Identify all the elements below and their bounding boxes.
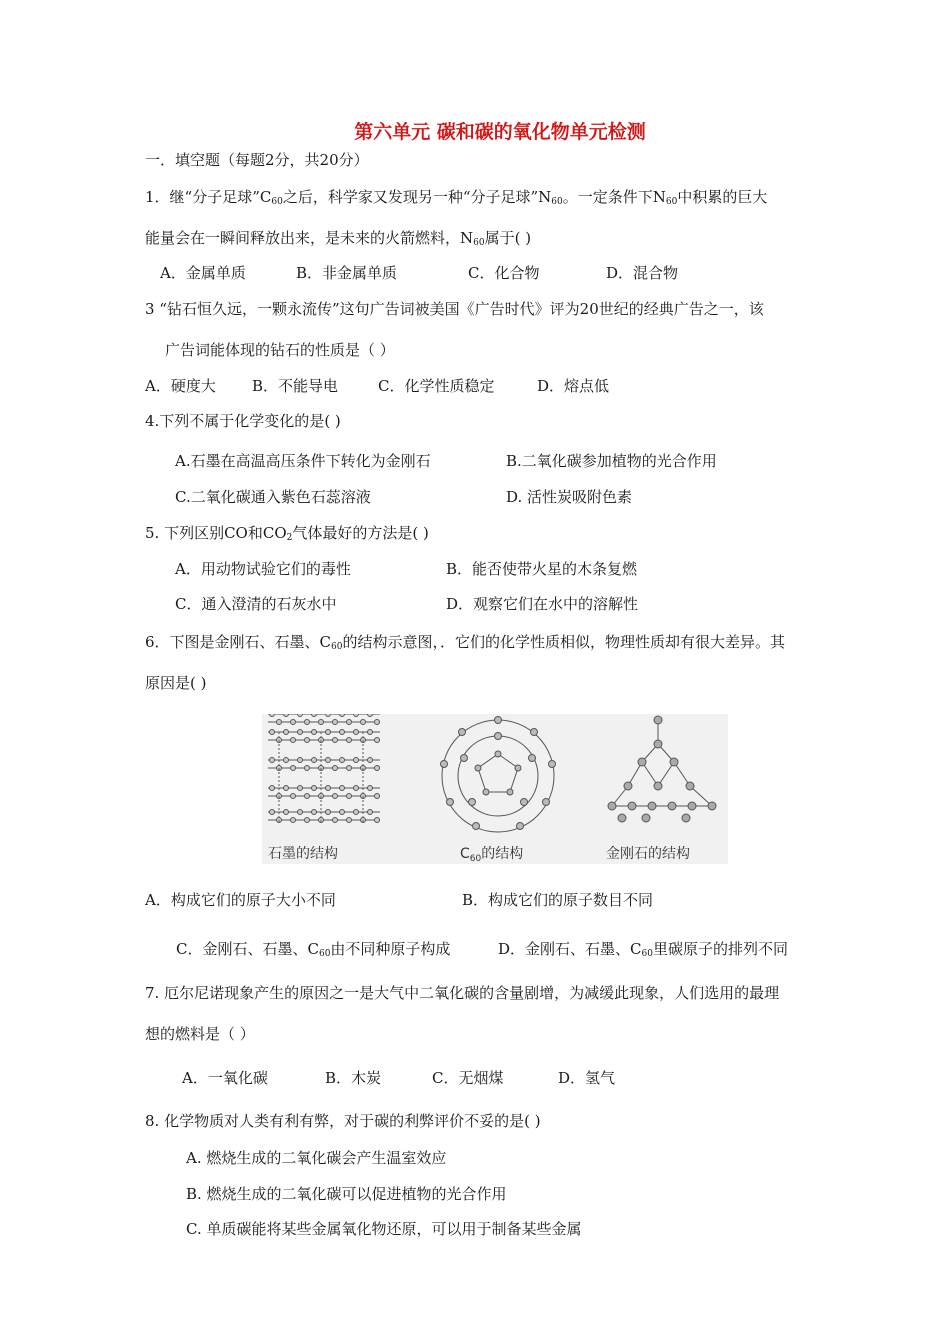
q8-option-a: A. 燃烧生成的二氧化碳会产生温室效应 [186, 1149, 447, 1167]
q1-option-c: C．化合物 [468, 264, 540, 282]
page-title: 第六单元 碳和碳的氧化物单元检测 [354, 121, 646, 143]
q4-option-c: C.二氧化碳通入紫色石蕊溶液 [175, 488, 371, 506]
q1-line1: 1．继“分子足球$”C_{60}$之后，科学家又发现另一种“分子足球$”N_{60}$。一定条件下$N_{60}$中积累的巨大 [145, 188, 768, 207]
q5-option-a: A．用动物试验它们的毒性 [175, 560, 351, 578]
q6-line2: 原因是( ) [145, 674, 207, 692]
carbon-structures-figure [262, 714, 728, 864]
q1-line2: 能量会在一瞬间释放出来，是未来的火箭燃料，$N_{60}$属于( ) [145, 229, 532, 248]
graphite-caption: 石墨的结构 [268, 846, 338, 862]
q7-option-d: D．氢气 [558, 1069, 616, 1087]
q5-option-c: C．通入澄清的石灰水中 [175, 595, 337, 613]
q7-option-a: A．一氧化碳 [182, 1069, 268, 1087]
q6-option-d: D．金刚石、石墨、$C_{60}$里碳原子的排列不同 [498, 940, 788, 959]
q1-option-a: A．金属单质 [160, 264, 246, 282]
q5-option-b: B．能否使带火星的木条复燃 [446, 560, 638, 578]
c60-structure-image [441, 717, 556, 833]
q7-line1: 7. 厄尔尼诺现象产生的原因之一是大气中二氧化碳的含量剧增，为减缓此现象，人们选用的最理 [145, 984, 780, 1002]
q3-option-c: C．化学性质稳定 [378, 377, 495, 395]
q8-option-c: C. 单质碳能将某些金属氧化物还原，可以用于制备某些金属 [186, 1220, 582, 1238]
q3-option-b: B．不能导电 [252, 377, 339, 395]
q5-option-d: D．观察它们在水中的溶解性 [446, 595, 639, 613]
q4-option-b: B.二氧化碳参加植物的光合作用 [506, 452, 717, 470]
q6-option-c: C．金刚石、石墨、$C_{60}$由不同种原子构成 [176, 940, 451, 959]
q8-stem: 8. 化学物质对人类有利有弊，对于碳的利弊评价不妥的是( ) [145, 1112, 541, 1130]
q8-option-b: B. 燃烧生成的二氧化碳可以促进植物的光合作用 [186, 1185, 507, 1203]
graphite-structure-image [268, 714, 380, 823]
q3-line1: 3 “钻石恒久远，一颗永流传”这句广告词被美国《广告时代》评为20世纪的经典广告之一，该 [145, 300, 764, 318]
q4-option-a: A.石墨在高温高压条件下转化为金刚石 [175, 452, 431, 470]
q6-option-a: A．构成它们的原子大小不同 [145, 891, 336, 909]
q7-line2: 想的燃料是（ ） [145, 1025, 255, 1043]
q6-line1: 6．下图是金刚石、石墨、$C_{60}$的结构示意图，．它们的化学性质相似，物理性质却有很大差异。其 [145, 633, 785, 652]
q7-option-c: C．无烟煤 [432, 1069, 504, 1087]
q6-option-b: B．构成它们的原子数目不同 [462, 891, 654, 909]
q7-option-b: B．木炭 [325, 1069, 382, 1087]
q4-option-d: D. 活性炭吸附色素 [506, 488, 633, 506]
q1-option-d: D．混合物 [606, 264, 679, 282]
diamond-caption: 金刚石的结构 [606, 846, 690, 862]
section-heading: 一．填空题（每题2分，共20分） [145, 151, 369, 169]
q3-line2: 广告词能体现的钻石的性质是（ ） [165, 341, 395, 359]
q5-stem: 5. 下列区别CO和$CO_2$气体最好的方法是( ) [145, 524, 429, 543]
q4-stem: 4.下列不属于化学变化的是( ) [145, 412, 341, 430]
c60-caption: $C_{60}$的结构 [460, 846, 524, 864]
q3-option-a: A．硬度大 [145, 377, 216, 395]
diamond-structure-image [608, 716, 716, 822]
q3-option-d: D．熔点低 [537, 377, 610, 395]
q1-option-b: B．非金属单质 [296, 264, 398, 282]
